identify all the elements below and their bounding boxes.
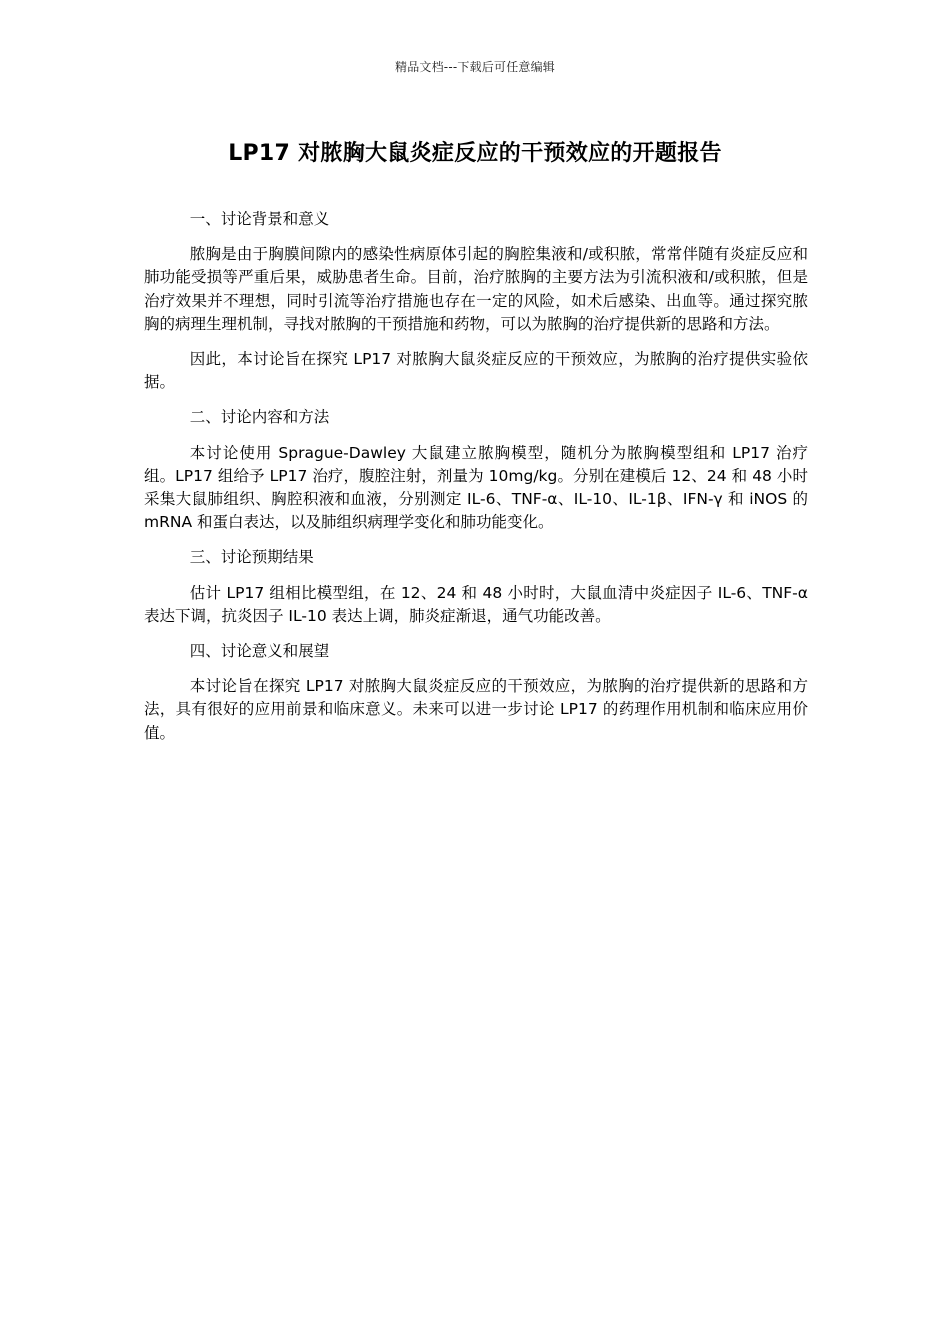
document-body xyxy=(144,208,808,757)
paragraph-expected-results-1: 估计 LP17 组相比模型组，在 12、24 和 48 小时时，大鼠血清中炎症因子 IL-6、TNF-α 表达下调，抗炎因子 IL-10 表达上调，肺炎症渐退，通气功能改善。 xyxy=(144,583,808,625)
header-note: 精品文档---下载后可任意编辑 xyxy=(395,60,555,74)
paragraph-significance-1: 本讨论旨在探究 LP17 对脓胸大鼠炎症反应的干预效应，为脓胸的治疗提供新的思路和方法，具有很好的应用前景和临床意义。未来可以进一步讨论 LP17 的药理作用机制和临床应用价值。 xyxy=(144,677,808,742)
section-heading-significance: 四、讨论意义和展望 xyxy=(189,642,330,661)
document-title: LP17 对脓胸大鼠炎症反应的干预效应的开题报告 xyxy=(228,141,722,166)
paragraph-methods-1: 本讨论使用 Sprague-Dawley 大鼠建立脓胸模型，随机分为脓胸模型组和 LP17 治疗组。LP17 组给予 LP17 治疗，腹腔注射，剂量为 10mg/kg。分别在建模后 12、24 和 48 小时采集大鼠肺组织、胸腔积液和血液，分别测定 IL-6、TNF-α、IL-10、IL-1β、IFN-γ 和 iNOS 的 mRNA 和蛋白表达，以及肺组织病理学变化和肺功能变化。 xyxy=(144,443,808,532)
section-heading-background: 一、讨论背景和意义 xyxy=(189,210,330,228)
paragraph-background-1: 脓胸是由于胸膜间隙内的感染性病原体引起的胸腔集液和/或积脓，常常伴随有炎症反应和肺功能受损等严重后果，威胁患者生命。目前，治疗脓胸的主要方法为引流积液和/或积脓，但是治疗效果并不理想，同时引流等治疗措施也存在一定的风险，如术后感染、出血等。通过探究脓胸的病理生理机制，寻找对脓胸的干预措施和药物，可以为脓胸的治疗提供新的思路和方法。 xyxy=(144,245,808,333)
section-heading-methods: 二、讨论内容和方法 xyxy=(189,408,330,427)
paragraph-background-2: 因此，本讨论旨在探究 LP17 对脓胸大鼠炎症反应的干预效应，为脓胸的治疗提供实验依据。 xyxy=(144,350,808,392)
section-heading-expected-results: 三、讨论预期结果 xyxy=(189,548,314,567)
